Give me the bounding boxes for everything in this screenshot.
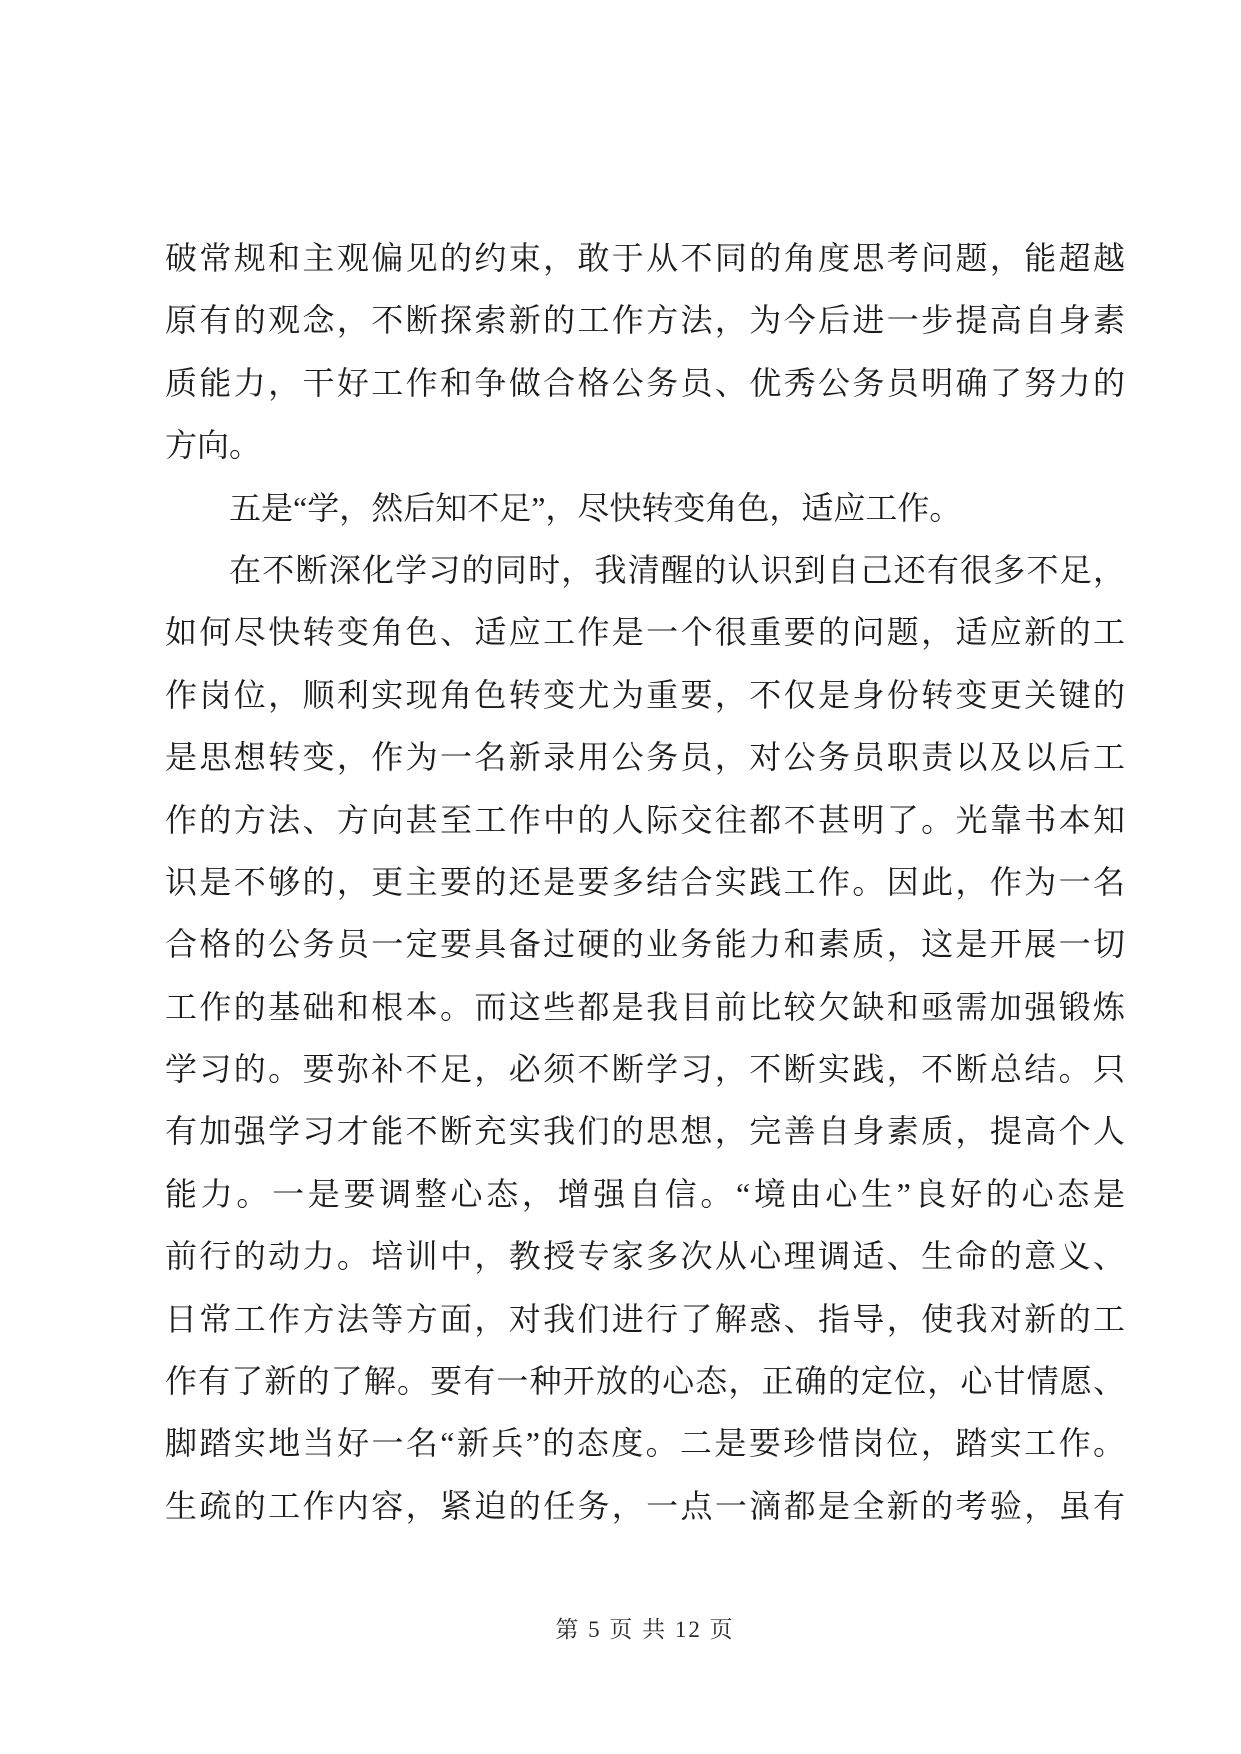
text-line: 识是不够的，更主要的还是要多结合实践工作。因此，作为一名 [165,863,1125,900]
text-line: 作岗位，顺利实现角色转变尤为重要，不仅是身份转变更关键的 [165,676,1125,713]
paragraph [165,477,1125,539]
text-line: 质能力，干好工作和争做合格公务员、优秀公务员明确了努力的 [165,364,1125,401]
text-line: 合格的公务员一定要具备过硬的业务能力和素质，这是开展一切 [165,926,1125,963]
text-line: 五是“学，然后知不足”，尽快转变角色，适应工作。 [229,489,962,526]
text-line: 能力。一是要调整心态，增强自信。“境由心生”良好的心态是 [165,1175,1125,1212]
text-line: 作的方法、方向甚至工作中的人际交往都不甚明了。光靠书本知 [165,801,1125,838]
text-line: 作有了新的了解。要有一种开放的心态，正确的定位，心甘情愿、 [165,1363,1125,1400]
paragraph [165,227,1125,477]
text-line: 如何尽快转变角色、适应工作是一个很重要的问题，适应新的工 [165,614,1125,651]
text-line: 脚踏实地当好一名“新兵”的态度。二是要珍惜岗位，踏实工作。 [165,1425,1125,1462]
text-line: 工作的基础和根本。而这些都是我目前比较欠缺和亟需加强锻炼 [165,988,1125,1025]
text-line: 破常规和主观偏见的约束，敢于从不同的角度思考问题，能超越 [165,240,1125,276]
text-line: 日常工作方法等方面，对我们进行了解惑、指导，使我对新的工 [165,1300,1125,1337]
text-line: 生疏的工作内容，紧迫的任务，一点一滴都是全新的考验，虽有 [165,1487,1125,1524]
page-footer [165,1614,1125,1646]
text-line: 原有的观念，不断探索新的工作方法，为今后进一步提高自身素 [165,302,1125,339]
text-line: 有加强学习才能不断充实我们的思想，完善自身素质，提高个人 [165,1113,1125,1150]
document-body [165,227,1125,1537]
text-line: 前行的动力。培训中，教授专家多次从心理调适、生命的意义、 [165,1238,1125,1275]
page-number-text: 第 5 页 共 12 页 [555,1617,735,1642]
text-line: 学习的。要弥补不足，必须不断学习，不断实践，不断总结。只 [165,1051,1125,1088]
text-line: 是思想转变，作为一名新录用公务员，对公务员职责以及以后工 [165,739,1125,776]
text-line: 在不断深化学习的同时，我清醒的认识到自己还有很多不足， [229,551,1125,588]
text-line: 方向。 [165,427,262,464]
paragraph [165,539,1125,1537]
